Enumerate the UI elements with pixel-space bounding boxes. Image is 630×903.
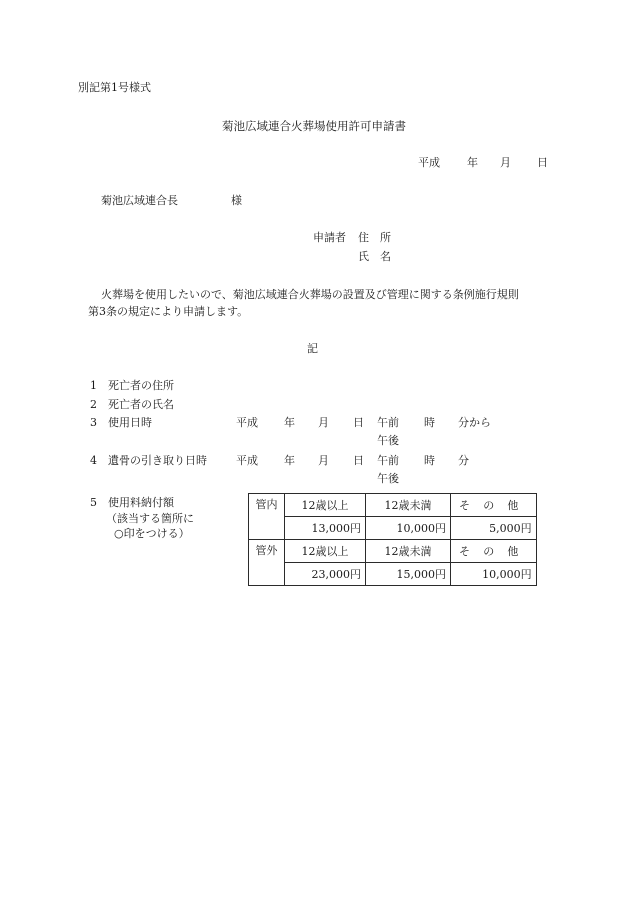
item-3-month: 月 xyxy=(318,416,329,429)
region-outside[interactable]: 管外 xyxy=(249,540,285,586)
region-inside[interactable]: 管内 xyxy=(249,494,285,540)
form-number: 別記第1号様式 xyxy=(78,81,151,94)
item-4-suffix: 分 xyxy=(458,454,469,467)
item-4-month: 月 xyxy=(318,454,329,467)
item-4-era: 平成 xyxy=(236,454,258,467)
item-3-number: 3 xyxy=(90,416,97,429)
applicant-label: 申請者 xyxy=(313,231,346,244)
fee-amount[interactable]: 15,000円 xyxy=(366,563,451,586)
fee-header-under-12[interactable]: 12歳未満 xyxy=(366,540,451,563)
ki-heading: 記 xyxy=(307,342,318,355)
item-4-am: 午前 xyxy=(377,454,399,467)
item-3-hour: 時 xyxy=(424,416,435,429)
item-4-day: 日 xyxy=(353,454,364,467)
date-month: 月 xyxy=(500,156,511,169)
body-line-2: 第3条の規定により申請します。 xyxy=(88,305,249,318)
fee-row-inside-header xyxy=(249,494,537,517)
item-3-day: 日 xyxy=(353,416,364,429)
fee-header-under-12[interactable]: 12歳未満 xyxy=(366,494,451,517)
item-5-note-1: （該当する箇所に xyxy=(106,512,194,525)
date-day: 日 xyxy=(537,156,548,169)
item-5-number: 5 xyxy=(90,496,97,509)
date-year: 年 xyxy=(467,156,478,169)
item-1-number: 1 xyxy=(90,379,97,392)
item-3-year: 年 xyxy=(284,416,295,429)
item-3-am: 午前 xyxy=(377,416,399,429)
item-4-number: 4 xyxy=(90,454,97,467)
fee-table xyxy=(248,493,537,586)
item-1-label: 死亡者の住所 xyxy=(108,379,174,392)
addressee-honorific: 様 xyxy=(231,194,242,207)
addressee-name: 菊池広域連合長 xyxy=(101,194,178,207)
fee-amount[interactable]: 10,000円 xyxy=(366,517,451,540)
document-title: 菊池広域連合火葬場使用許可申請書 xyxy=(222,119,406,133)
date-era: 平成 xyxy=(418,156,440,169)
body-line-1: 火葬場を使用したいので、菊池広域連合火葬場の設置及び管理に関する条例施行規則 xyxy=(101,288,519,301)
item-2-number: 2 xyxy=(90,398,97,411)
fee-amount[interactable]: 23,000円 xyxy=(285,563,366,586)
item-3-suffix: 分から xyxy=(458,416,491,429)
item-5-label: 使用料納付額 xyxy=(108,496,174,509)
applicant-address-label: 住 所 xyxy=(358,231,391,244)
fee-row-outside-amounts xyxy=(249,563,537,586)
fee-header-12-and-over[interactable]: 12歳以上 xyxy=(285,494,366,517)
fee-header-other[interactable]: その他 xyxy=(451,540,537,563)
item-4-year: 年 xyxy=(284,454,295,467)
fee-row-inside-amounts xyxy=(249,517,537,540)
item-5-note-2: ○印をつける） xyxy=(114,527,190,540)
fee-header-12-and-over[interactable]: 12歳以上 xyxy=(285,540,366,563)
item-3-pm: 午後 xyxy=(377,434,399,447)
fee-amount[interactable]: 13,000円 xyxy=(285,517,366,540)
fee-header-other[interactable]: その他 xyxy=(451,494,537,517)
item-4-label: 遺骨の引き取り日時 xyxy=(108,454,207,467)
applicant-name-label: 氏 名 xyxy=(358,250,391,263)
fee-row-outside-header xyxy=(249,540,537,563)
item-4-hour: 時 xyxy=(424,454,435,467)
fee-amount[interactable]: 10,000円 xyxy=(451,563,537,586)
item-3-label: 使用日時 xyxy=(108,416,152,429)
fee-amount[interactable]: 5,000円 xyxy=(451,517,537,540)
item-4-pm: 午後 xyxy=(377,472,399,485)
item-3-era: 平成 xyxy=(236,416,258,429)
item-2-label: 死亡者の氏名 xyxy=(108,398,174,411)
